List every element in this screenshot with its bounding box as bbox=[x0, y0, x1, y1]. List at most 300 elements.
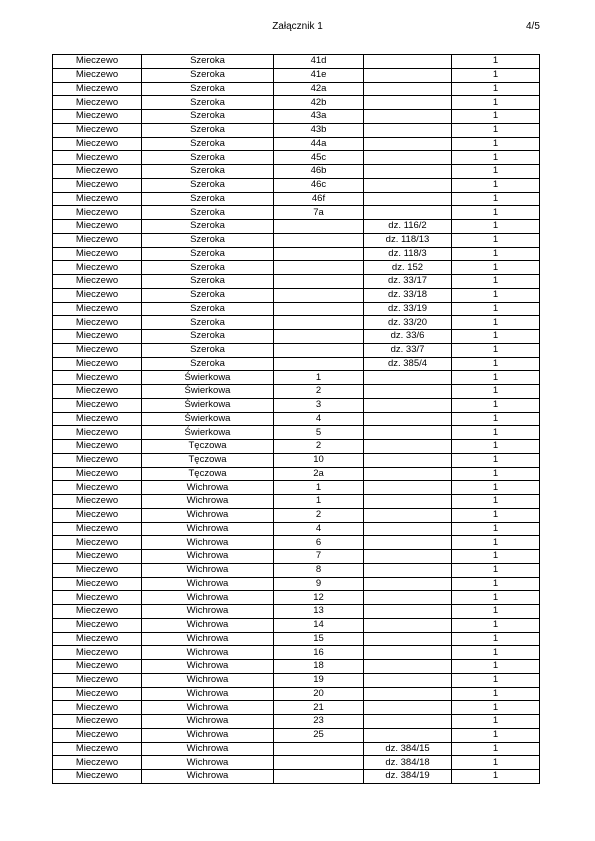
street-cell: Wichrowa bbox=[142, 591, 274, 605]
count-cell: 1 bbox=[452, 646, 540, 660]
house-number-cell: 1 bbox=[274, 495, 364, 509]
house-number-cell: 42b bbox=[274, 96, 364, 110]
street-cell: Szeroka bbox=[142, 151, 274, 165]
street-cell: Wichrowa bbox=[142, 618, 274, 632]
count-cell: 1 bbox=[452, 398, 540, 412]
parcel-cell bbox=[364, 412, 452, 426]
count-cell: 1 bbox=[452, 275, 540, 289]
street-cell: Szeroka bbox=[142, 316, 274, 330]
house-number-cell: 44a bbox=[274, 137, 364, 151]
table-row bbox=[53, 742, 540, 756]
house-number-cell: 42a bbox=[274, 82, 364, 96]
table-row bbox=[53, 618, 540, 632]
locality-cell: Mieczewo bbox=[53, 371, 142, 385]
house-number-cell: 46b bbox=[274, 165, 364, 179]
locality-cell: Mieczewo bbox=[53, 165, 142, 179]
street-cell: Świerkowa bbox=[142, 371, 274, 385]
count-cell: 1 bbox=[452, 563, 540, 577]
count-cell: 1 bbox=[452, 770, 540, 784]
street-cell: Świerkowa bbox=[142, 385, 274, 399]
street-cell: Szeroka bbox=[142, 330, 274, 344]
locality-cell: Mieczewo bbox=[53, 302, 142, 316]
count-cell: 1 bbox=[452, 426, 540, 440]
parcel-cell bbox=[364, 536, 452, 550]
count-cell: 1 bbox=[452, 522, 540, 536]
page-title: Załącznik 1 bbox=[272, 21, 323, 32]
house-number-cell: 5 bbox=[274, 426, 364, 440]
count-cell: 1 bbox=[452, 192, 540, 206]
parcel-cell: dz. 33/6 bbox=[364, 330, 452, 344]
count-cell: 1 bbox=[452, 233, 540, 247]
parcel-cell bbox=[364, 632, 452, 646]
count-cell: 1 bbox=[452, 495, 540, 509]
street-cell: Szeroka bbox=[142, 288, 274, 302]
house-number-cell bbox=[274, 357, 364, 371]
table-row bbox=[53, 632, 540, 646]
locality-cell: Mieczewo bbox=[53, 316, 142, 330]
table-row bbox=[53, 110, 540, 124]
count-cell: 1 bbox=[452, 577, 540, 591]
parcel-cell bbox=[364, 481, 452, 495]
count-cell: 1 bbox=[452, 151, 540, 165]
parcel-cell: dz. 152 bbox=[364, 261, 452, 275]
table-row bbox=[53, 261, 540, 275]
count-cell: 1 bbox=[452, 453, 540, 467]
count-cell: 1 bbox=[452, 536, 540, 550]
table-row bbox=[53, 398, 540, 412]
count-cell: 1 bbox=[452, 137, 540, 151]
street-cell: Świerkowa bbox=[142, 398, 274, 412]
street-cell: Wichrowa bbox=[142, 715, 274, 729]
count-cell: 1 bbox=[452, 673, 540, 687]
street-cell: Szeroka bbox=[142, 206, 274, 220]
street-cell: Szeroka bbox=[142, 302, 274, 316]
count-cell: 1 bbox=[452, 467, 540, 481]
parcel-cell bbox=[364, 453, 452, 467]
parcel-cell bbox=[364, 687, 452, 701]
parcel-cell: dz. 118/13 bbox=[364, 233, 452, 247]
street-cell: Szeroka bbox=[142, 110, 274, 124]
count-cell: 1 bbox=[452, 440, 540, 454]
parcel-cell: dz. 33/18 bbox=[364, 288, 452, 302]
street-cell: Szeroka bbox=[142, 165, 274, 179]
parcel-cell bbox=[364, 96, 452, 110]
table-row bbox=[53, 357, 540, 371]
house-number-cell: 16 bbox=[274, 646, 364, 660]
table-row bbox=[53, 563, 540, 577]
parcel-cell bbox=[364, 137, 452, 151]
parcel-cell: dz. 118/3 bbox=[364, 247, 452, 261]
locality-cell: Mieczewo bbox=[53, 288, 142, 302]
locality-cell: Mieczewo bbox=[53, 137, 142, 151]
count-cell: 1 bbox=[452, 261, 540, 275]
count-cell: 1 bbox=[452, 481, 540, 495]
street-cell: Szeroka bbox=[142, 96, 274, 110]
locality-cell: Mieczewo bbox=[53, 412, 142, 426]
table-row bbox=[53, 68, 540, 82]
parcel-cell bbox=[364, 646, 452, 660]
parcel-cell bbox=[364, 522, 452, 536]
street-cell: Szeroka bbox=[142, 275, 274, 289]
count-cell: 1 bbox=[452, 660, 540, 674]
count-cell: 1 bbox=[452, 385, 540, 399]
parcel-cell bbox=[364, 508, 452, 522]
locality-cell: Mieczewo bbox=[53, 192, 142, 206]
parcel-cell bbox=[364, 440, 452, 454]
house-number-cell: 6 bbox=[274, 536, 364, 550]
parcel-cell bbox=[364, 728, 452, 742]
parcel-cell: dz. 384/19 bbox=[364, 770, 452, 784]
house-number-cell: 1 bbox=[274, 481, 364, 495]
parcel-cell bbox=[364, 165, 452, 179]
house-number-cell: 10 bbox=[274, 453, 364, 467]
parcel-cell bbox=[364, 563, 452, 577]
page-number: 4/5 bbox=[526, 21, 540, 32]
house-number-cell bbox=[274, 756, 364, 770]
locality-cell: Mieczewo bbox=[53, 728, 142, 742]
street-cell: Wichrowa bbox=[142, 701, 274, 715]
table-row bbox=[53, 82, 540, 96]
house-number-cell: 8 bbox=[274, 563, 364, 577]
count-cell: 1 bbox=[452, 247, 540, 261]
parcel-cell bbox=[364, 385, 452, 399]
house-number-cell: 25 bbox=[274, 728, 364, 742]
parcel-cell: dz. 384/18 bbox=[364, 756, 452, 770]
locality-cell: Mieczewo bbox=[53, 495, 142, 509]
street-cell: Szeroka bbox=[142, 123, 274, 137]
table-row bbox=[53, 591, 540, 605]
parcel-cell bbox=[364, 715, 452, 729]
street-cell: Wichrowa bbox=[142, 563, 274, 577]
table-row bbox=[53, 343, 540, 357]
count-cell: 1 bbox=[452, 632, 540, 646]
street-cell: Tęczowa bbox=[142, 453, 274, 467]
house-number-cell bbox=[274, 316, 364, 330]
table-row bbox=[53, 495, 540, 509]
house-number-cell: 15 bbox=[274, 632, 364, 646]
house-number-cell bbox=[274, 302, 364, 316]
house-number-cell bbox=[274, 247, 364, 261]
parcel-cell bbox=[364, 55, 452, 69]
count-cell: 1 bbox=[452, 178, 540, 192]
locality-cell: Mieczewo bbox=[53, 770, 142, 784]
locality-cell: Mieczewo bbox=[53, 330, 142, 344]
table-row bbox=[53, 55, 540, 69]
count-cell: 1 bbox=[452, 412, 540, 426]
count-cell: 1 bbox=[452, 550, 540, 564]
table-row bbox=[53, 687, 540, 701]
locality-cell: Mieczewo bbox=[53, 550, 142, 564]
street-cell: Wichrowa bbox=[142, 673, 274, 687]
locality-cell: Mieczewo bbox=[53, 55, 142, 69]
table-row bbox=[53, 233, 540, 247]
house-number-cell: 2a bbox=[274, 467, 364, 481]
locality-cell: Mieczewo bbox=[53, 426, 142, 440]
street-cell: Szeroka bbox=[142, 220, 274, 234]
house-number-cell: 7 bbox=[274, 550, 364, 564]
parcel-cell bbox=[364, 577, 452, 591]
count-cell: 1 bbox=[452, 605, 540, 619]
table-row bbox=[53, 165, 540, 179]
house-number-cell bbox=[274, 220, 364, 234]
street-cell: Wichrowa bbox=[142, 728, 274, 742]
parcel-cell bbox=[364, 467, 452, 481]
table-row bbox=[53, 440, 540, 454]
street-cell: Szeroka bbox=[142, 178, 274, 192]
table-row bbox=[53, 206, 540, 220]
count-cell: 1 bbox=[452, 357, 540, 371]
locality-cell: Mieczewo bbox=[53, 82, 142, 96]
table-row bbox=[53, 385, 540, 399]
parcel-cell bbox=[364, 660, 452, 674]
locality-cell: Mieczewo bbox=[53, 206, 142, 220]
parcel-cell bbox=[364, 398, 452, 412]
parcel-cell bbox=[364, 123, 452, 137]
parcel-cell bbox=[364, 371, 452, 385]
house-number-cell: 7a bbox=[274, 206, 364, 220]
table-row bbox=[53, 467, 540, 481]
parcel-cell bbox=[364, 605, 452, 619]
count-cell: 1 bbox=[452, 701, 540, 715]
count-cell: 1 bbox=[452, 82, 540, 96]
count-cell: 1 bbox=[452, 55, 540, 69]
street-cell: Szeroka bbox=[142, 55, 274, 69]
street-cell: Wichrowa bbox=[142, 770, 274, 784]
house-number-cell: 46f bbox=[274, 192, 364, 206]
street-cell: Wichrowa bbox=[142, 756, 274, 770]
locality-cell: Mieczewo bbox=[53, 646, 142, 660]
table-row bbox=[53, 646, 540, 660]
locality-cell: Mieczewo bbox=[53, 605, 142, 619]
street-cell: Wichrowa bbox=[142, 742, 274, 756]
house-number-cell: 3 bbox=[274, 398, 364, 412]
count-cell: 1 bbox=[452, 302, 540, 316]
house-number-cell: 21 bbox=[274, 701, 364, 715]
locality-cell: Mieczewo bbox=[53, 220, 142, 234]
address-table bbox=[52, 54, 540, 784]
table-row bbox=[53, 412, 540, 426]
count-cell: 1 bbox=[452, 220, 540, 234]
street-cell: Wichrowa bbox=[142, 536, 274, 550]
parcel-cell: dz. 384/15 bbox=[364, 742, 452, 756]
table-row bbox=[53, 288, 540, 302]
locality-cell: Mieczewo bbox=[53, 591, 142, 605]
table-row bbox=[53, 316, 540, 330]
table-row bbox=[53, 302, 540, 316]
count-cell: 1 bbox=[452, 96, 540, 110]
table-row bbox=[53, 536, 540, 550]
table-row bbox=[53, 756, 540, 770]
street-cell: Wichrowa bbox=[142, 632, 274, 646]
street-cell: Szeroka bbox=[142, 261, 274, 275]
locality-cell: Mieczewo bbox=[53, 275, 142, 289]
house-number-cell bbox=[274, 742, 364, 756]
table-row bbox=[53, 550, 540, 564]
table-row bbox=[53, 151, 540, 165]
locality-cell: Mieczewo bbox=[53, 453, 142, 467]
table-row bbox=[53, 715, 540, 729]
house-number-cell: 13 bbox=[274, 605, 364, 619]
street-cell: Szeroka bbox=[142, 343, 274, 357]
street-cell: Wichrowa bbox=[142, 522, 274, 536]
street-cell: Szeroka bbox=[142, 357, 274, 371]
locality-cell: Mieczewo bbox=[53, 151, 142, 165]
table-row bbox=[53, 178, 540, 192]
table-row bbox=[53, 728, 540, 742]
table-row bbox=[53, 660, 540, 674]
count-cell: 1 bbox=[452, 110, 540, 124]
table-row bbox=[53, 220, 540, 234]
locality-cell: Mieczewo bbox=[53, 123, 142, 137]
house-number-cell: 18 bbox=[274, 660, 364, 674]
locality-cell: Mieczewo bbox=[53, 233, 142, 247]
house-number-cell bbox=[274, 275, 364, 289]
house-number-cell: 2 bbox=[274, 385, 364, 399]
street-cell: Wichrowa bbox=[142, 687, 274, 701]
locality-cell: Mieczewo bbox=[53, 96, 142, 110]
parcel-cell bbox=[364, 426, 452, 440]
street-cell: Świerkowa bbox=[142, 426, 274, 440]
street-cell: Szeroka bbox=[142, 233, 274, 247]
count-cell: 1 bbox=[452, 288, 540, 302]
locality-cell: Mieczewo bbox=[53, 618, 142, 632]
house-number-cell: 9 bbox=[274, 577, 364, 591]
street-cell: Wichrowa bbox=[142, 481, 274, 495]
table-row bbox=[53, 481, 540, 495]
count-cell: 1 bbox=[452, 371, 540, 385]
house-number-cell: 46c bbox=[274, 178, 364, 192]
street-cell: Wichrowa bbox=[142, 577, 274, 591]
locality-cell: Mieczewo bbox=[53, 715, 142, 729]
parcel-cell bbox=[364, 192, 452, 206]
parcel-cell bbox=[364, 495, 452, 509]
house-number-cell: 4 bbox=[274, 522, 364, 536]
table-row bbox=[53, 453, 540, 467]
count-cell: 1 bbox=[452, 508, 540, 522]
table-row bbox=[53, 522, 540, 536]
house-number-cell bbox=[274, 330, 364, 344]
street-cell: Szeroka bbox=[142, 82, 274, 96]
street-cell: Tęczowa bbox=[142, 440, 274, 454]
parcel-cell bbox=[364, 178, 452, 192]
street-cell: Wichrowa bbox=[142, 508, 274, 522]
house-number-cell bbox=[274, 770, 364, 784]
table-row bbox=[53, 96, 540, 110]
house-number-cell: 43a bbox=[274, 110, 364, 124]
house-number-cell: 41e bbox=[274, 68, 364, 82]
table-row bbox=[53, 673, 540, 687]
locality-cell: Mieczewo bbox=[53, 660, 142, 674]
parcel-cell: dz. 33/7 bbox=[364, 343, 452, 357]
street-cell: Świerkowa bbox=[142, 412, 274, 426]
count-cell: 1 bbox=[452, 715, 540, 729]
house-number-cell: 14 bbox=[274, 618, 364, 632]
locality-cell: Mieczewo bbox=[53, 467, 142, 481]
count-cell: 1 bbox=[452, 165, 540, 179]
locality-cell: Mieczewo bbox=[53, 247, 142, 261]
house-number-cell: 4 bbox=[274, 412, 364, 426]
count-cell: 1 bbox=[452, 591, 540, 605]
street-cell: Szeroka bbox=[142, 68, 274, 82]
count-cell: 1 bbox=[452, 728, 540, 742]
count-cell: 1 bbox=[452, 123, 540, 137]
address-table-body bbox=[53, 55, 540, 784]
locality-cell: Mieczewo bbox=[53, 481, 142, 495]
locality-cell: Mieczewo bbox=[53, 536, 142, 550]
parcel-cell bbox=[364, 701, 452, 715]
locality-cell: Mieczewo bbox=[53, 110, 142, 124]
table-row bbox=[53, 247, 540, 261]
house-number-cell: 2 bbox=[274, 440, 364, 454]
parcel-cell: dz. 385/4 bbox=[364, 357, 452, 371]
house-number-cell: 45c bbox=[274, 151, 364, 165]
count-cell: 1 bbox=[452, 316, 540, 330]
house-number-cell: 19 bbox=[274, 673, 364, 687]
parcel-cell: dz. 33/20 bbox=[364, 316, 452, 330]
count-cell: 1 bbox=[452, 206, 540, 220]
parcel-cell bbox=[364, 68, 452, 82]
locality-cell: Mieczewo bbox=[53, 742, 142, 756]
street-cell: Szeroka bbox=[142, 137, 274, 151]
street-cell: Wichrowa bbox=[142, 646, 274, 660]
table-row bbox=[53, 508, 540, 522]
street-cell: Wichrowa bbox=[142, 605, 274, 619]
count-cell: 1 bbox=[452, 742, 540, 756]
table-row bbox=[53, 577, 540, 591]
parcel-cell bbox=[364, 110, 452, 124]
count-cell: 1 bbox=[452, 68, 540, 82]
parcel-cell bbox=[364, 591, 452, 605]
parcel-cell bbox=[364, 550, 452, 564]
parcel-cell bbox=[364, 206, 452, 220]
table-row bbox=[53, 330, 540, 344]
locality-cell: Mieczewo bbox=[53, 440, 142, 454]
parcel-cell bbox=[364, 82, 452, 96]
count-cell: 1 bbox=[452, 618, 540, 632]
parcel-cell: dz. 33/17 bbox=[364, 275, 452, 289]
house-number-cell bbox=[274, 343, 364, 357]
locality-cell: Mieczewo bbox=[53, 756, 142, 770]
locality-cell: Mieczewo bbox=[53, 673, 142, 687]
house-number-cell: 43b bbox=[274, 123, 364, 137]
table-row bbox=[53, 192, 540, 206]
locality-cell: Mieczewo bbox=[53, 261, 142, 275]
street-cell: Wichrowa bbox=[142, 660, 274, 674]
count-cell: 1 bbox=[452, 756, 540, 770]
locality-cell: Mieczewo bbox=[53, 385, 142, 399]
house-number-cell: 20 bbox=[274, 687, 364, 701]
street-cell: Wichrowa bbox=[142, 550, 274, 564]
table-row bbox=[53, 275, 540, 289]
parcel-cell bbox=[364, 151, 452, 165]
table-row bbox=[53, 605, 540, 619]
house-number-cell: 2 bbox=[274, 508, 364, 522]
locality-cell: Mieczewo bbox=[53, 701, 142, 715]
table-row bbox=[53, 426, 540, 440]
locality-cell: Mieczewo bbox=[53, 522, 142, 536]
count-cell: 1 bbox=[452, 330, 540, 344]
locality-cell: Mieczewo bbox=[53, 178, 142, 192]
street-cell: Szeroka bbox=[142, 192, 274, 206]
locality-cell: Mieczewo bbox=[53, 687, 142, 701]
parcel-cell: dz. 116/2 bbox=[364, 220, 452, 234]
house-number-cell: 23 bbox=[274, 715, 364, 729]
house-number-cell: 41d bbox=[274, 55, 364, 69]
locality-cell: Mieczewo bbox=[53, 343, 142, 357]
house-number-cell bbox=[274, 233, 364, 247]
table-row bbox=[53, 371, 540, 385]
locality-cell: Mieczewo bbox=[53, 398, 142, 412]
